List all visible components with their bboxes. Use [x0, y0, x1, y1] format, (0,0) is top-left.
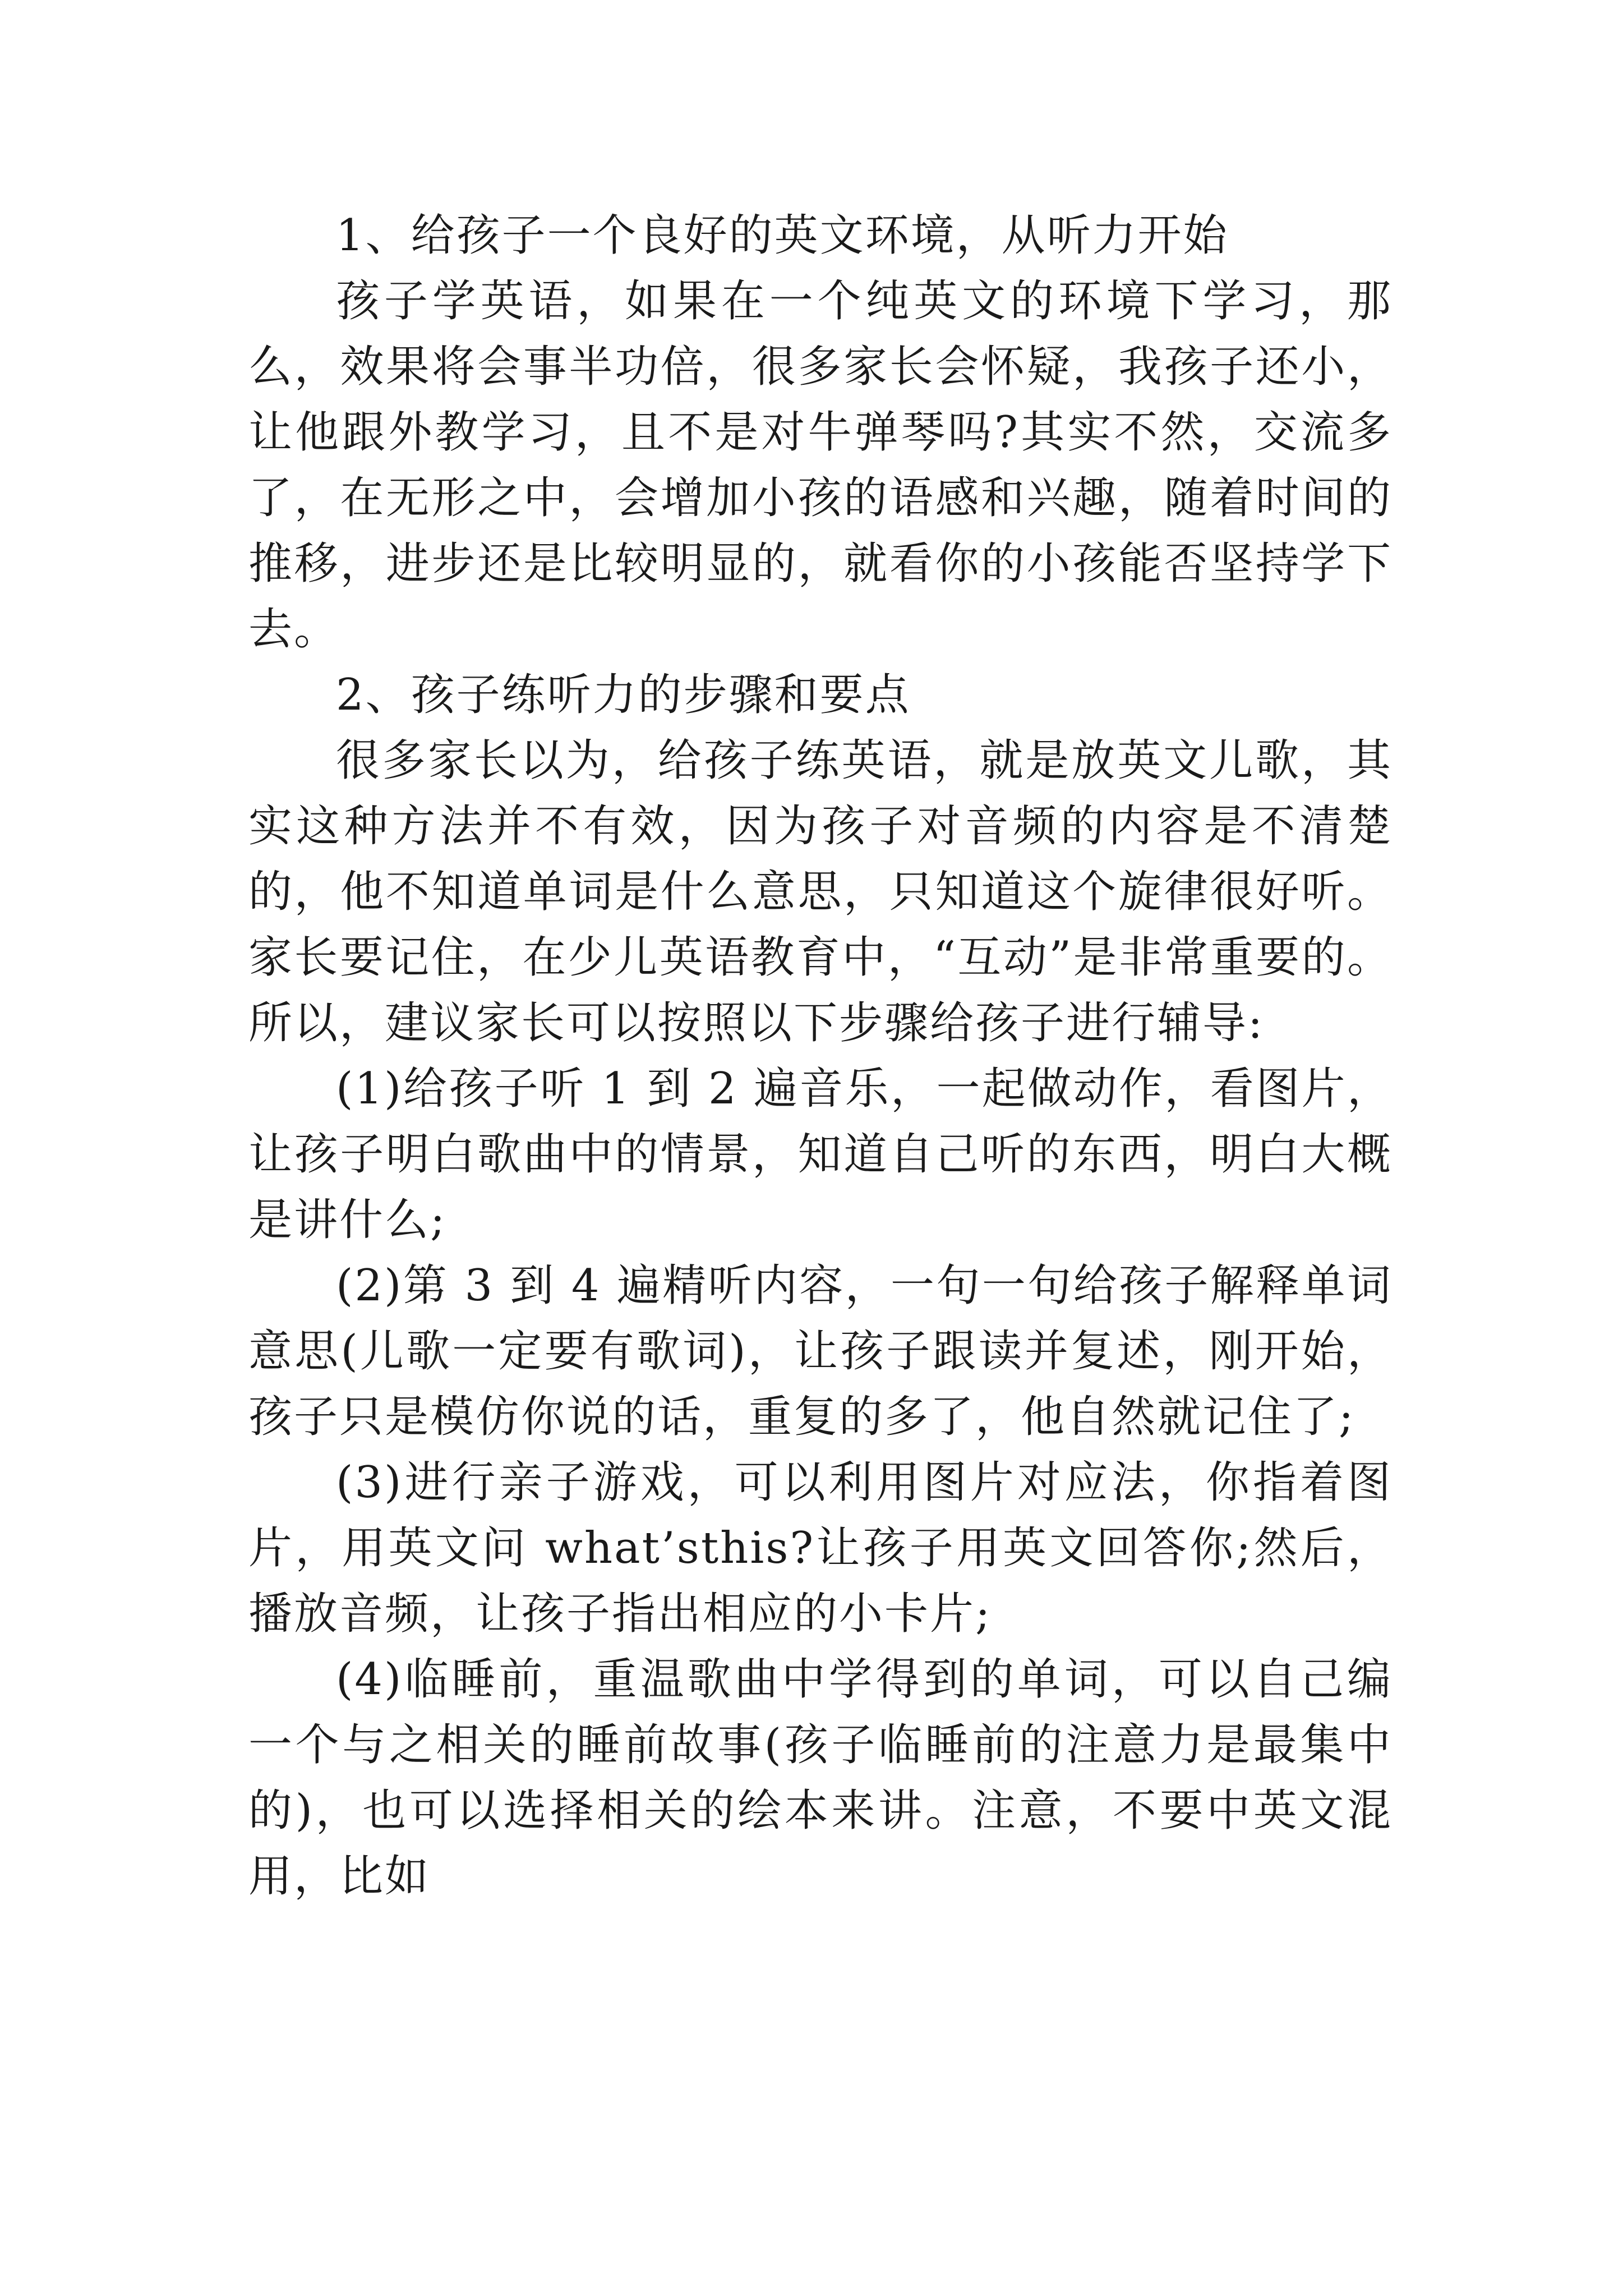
heading-listening-environment: 1、给孩子一个良好的英文环境，从听力开始: [336, 210, 1229, 261]
list-item-step-2: (2)第 3 到 4 遍精听内容，一句一句给孩子解释单词意思(儿歌一定要有歌词)，让孩子跟读并复述，刚开始，孩子只是模仿你说的话，重复的多了，他自然就记住了;: [248, 1260, 1393, 1442]
heading-listening-steps: 2、孩子练听力的步骤和要点: [336, 670, 911, 720]
body-text: [248, 203, 1393, 1910]
paragraph-immersion: 孩子学英语，如果在一个纯英文的环境下学习，那么，效果将会事半功倍，很多家长会怀疑，我孩子还小，让他跟外教学习，且不是对牛弹琴吗?其实不然，交流多了，在无形之中，会增加小孩的语感和兴趣，随着时间的推移，进步还是比较明显的，就看你的小孩能否坚持学下去。: [248, 276, 1393, 655]
list-item-step-1: (1)给孩子听 1 到 2 遍音乐，一起做动作，看图片，让孩子明白歌曲中的情景，知道自己听的东西，明白大概是讲什么;: [248, 1064, 1393, 1245]
list-item-step-4: (4)临睡前，重温歌曲中学得到的单词，可以自己编一个与之相关的睡前故事(孩子临睡前的注意力是最集中的)，也可以选择相关的绘本来讲。注意，不要中英文混用，比如: [248, 1654, 1393, 1902]
list-item-step-3: (3)进行亲子游戏，可以利用图片对应法，你指着图片，用英文问 what’sthis?让孩子用英文回答你;然后，播放音频，让孩子指出相应的小卡片;: [248, 1457, 1393, 1639]
paragraph-interaction: 很多家长以为，给孩子练英语，就是放英文儿歌，其实这种方法并不有效，因为孩子对音频的内容是不清楚的，他不知道单词是什么意思，只知道这个旋律很好听。家长要记住，在少儿英语教育中，“互动”是非常重要的。所以，建议家长可以按照以下步骤给孩子进行辅导:: [248, 735, 1393, 1048]
